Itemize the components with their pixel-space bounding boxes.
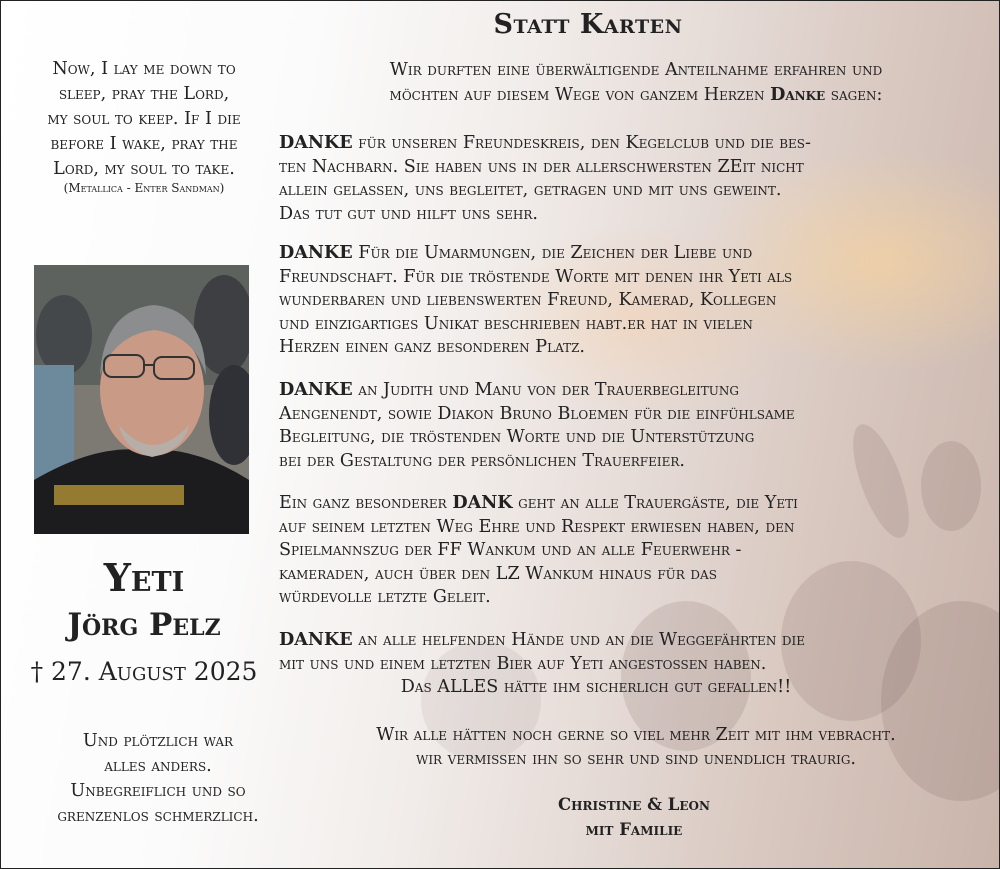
paragraph-line [279, 491, 984, 516]
final-line: wir vermissen ihn so sehr und sind unendlich traurig. [415, 748, 856, 769]
emphasis-line: Das ALLES hätte ihm sicherlich gut gefallen!! [400, 677, 792, 697]
signature-names: Christine & Leon [558, 795, 710, 814]
intro-text: sagen: [825, 84, 883, 105]
paragraph-line: Begleitung, die tröstenden Worte und die Unterstützung [279, 427, 755, 447]
paragraph-line [279, 628, 984, 653]
paragraph-line [279, 241, 984, 266]
paragraph-line: würdevolle letzte Geleit. [279, 587, 491, 607]
paragraph-line: Aengenendt, sowie Diakon Bruno Bloemen für die einfühlsame [279, 403, 795, 424]
intro-text: möchten auf diesem Wege von ganzem Herzen [389, 84, 771, 105]
thanks-paragraph-1 [279, 131, 984, 226]
death-date: † 27. August 2025 [30, 657, 258, 686]
quote-line: before I wake, pray the [50, 134, 238, 154]
thanks-paragraph-2 [279, 241, 984, 360]
quote-line: sleep, pray the Lord, [58, 84, 230, 104]
paragraph-line: Das tut gut und hilft uns sehr. [279, 203, 539, 224]
quote-line: Now, I lay me down to [52, 59, 236, 79]
quote-line: Lord, my soul to take. [53, 159, 235, 179]
quote-line: my soul to keep. If I die [47, 109, 241, 129]
page-title: Statt Karten [493, 9, 683, 40]
closing-line: alles anders. [104, 756, 212, 776]
quote [13, 57, 275, 182]
thanks-paragraph-5 [279, 628, 984, 676]
thanks-bold: DANKE [279, 629, 353, 650]
thanks-bold: DANKE [279, 379, 353, 400]
paragraph-line: Spielmannszug der FF Wankum und an alle Feuerwehr - [279, 540, 742, 560]
paragraph-text: für unseren Freundeskreis, den Kegelclub und die bes- [352, 133, 811, 153]
paragraph-line: kameraden, auch über den LZ Wankum hinaus für das [279, 563, 717, 584]
thanks-bold: DANKE [279, 132, 353, 153]
intro-line [291, 83, 981, 108]
paragraph-line: auf seinem letzten Weg Ehre und Respekt erwiesen haben, den [279, 516, 795, 537]
paragraph-line: bei der Gestaltung der persönlichen Trauerfeier. [279, 450, 685, 471]
paragraph-line: und einzigartiges Unikat beschrieben habt.er hat in vielen [279, 313, 753, 334]
intro-bold: Danke [770, 83, 826, 105]
intro-paragraph [291, 59, 981, 107]
portrait-photo [34, 265, 249, 534]
thanks-paragraph-4 [279, 491, 984, 610]
deceased-nickname: Yeti [103, 555, 185, 600]
paragraph-text: Ein ganz besonderer [279, 493, 453, 513]
paragraph-text: Für die Umarmungen, die Zeichen der Liebe und [352, 243, 753, 263]
paragraph-line: ten Nachbarn. Sie haben uns in der allerschwersten ZEit nicht [279, 156, 804, 177]
intro-line: Wir durften eine überwältigende Anteilnahme erfahren und [389, 60, 883, 80]
portrait-illustration [34, 265, 249, 534]
paragraph-text: an alle helfenden Hände und an die Weggefährten die [352, 630, 806, 650]
deceased-name: Jörg Pelz [67, 607, 221, 643]
paragraph-line: allein gelassen, uns begleitet, getragen und mit uns geweint. [279, 180, 782, 200]
closing-line: Unbegreiflich und so [70, 781, 246, 801]
final-words [286, 724, 986, 771]
paragraph-line [279, 378, 984, 403]
paragraph-text: an Judith und Manu von der Trauerbegleitung [352, 380, 739, 400]
closing-verse [13, 729, 303, 829]
paragraph-line: Freundschaft. Für die tröstende Worte mit denen ihr Yeti als [279, 266, 793, 287]
thanks-bold: DANKE [279, 242, 353, 263]
closing-line: Und plötzlich war [82, 731, 234, 751]
final-line: Wir alle hätten noch gerne so viel mehr Zeit mit ihm vebracht. [376, 725, 896, 745]
paragraph-line: wunderbaren und liebenswerten Freund, Kamerad, Kollegen [279, 290, 777, 310]
closing-line: grenzenlos schmerzlich. [57, 806, 259, 826]
paragraph-line: mit uns und einem letzten Bier auf Yeti angestossen haben. [279, 653, 767, 674]
paragraph-line [279, 131, 984, 156]
thanks-bold: DANK [452, 492, 513, 513]
paragraph-text: geht an alle Trauergäste, die Yeti [512, 493, 798, 513]
paragraph-line: Herzen einen ganz besonderen Platz. [279, 337, 586, 357]
quote-source: (Metallica - Enter Sandman) [63, 181, 225, 195]
signature-family: mit Familie [585, 820, 683, 839]
thanks-paragraph-3 [279, 378, 984, 473]
